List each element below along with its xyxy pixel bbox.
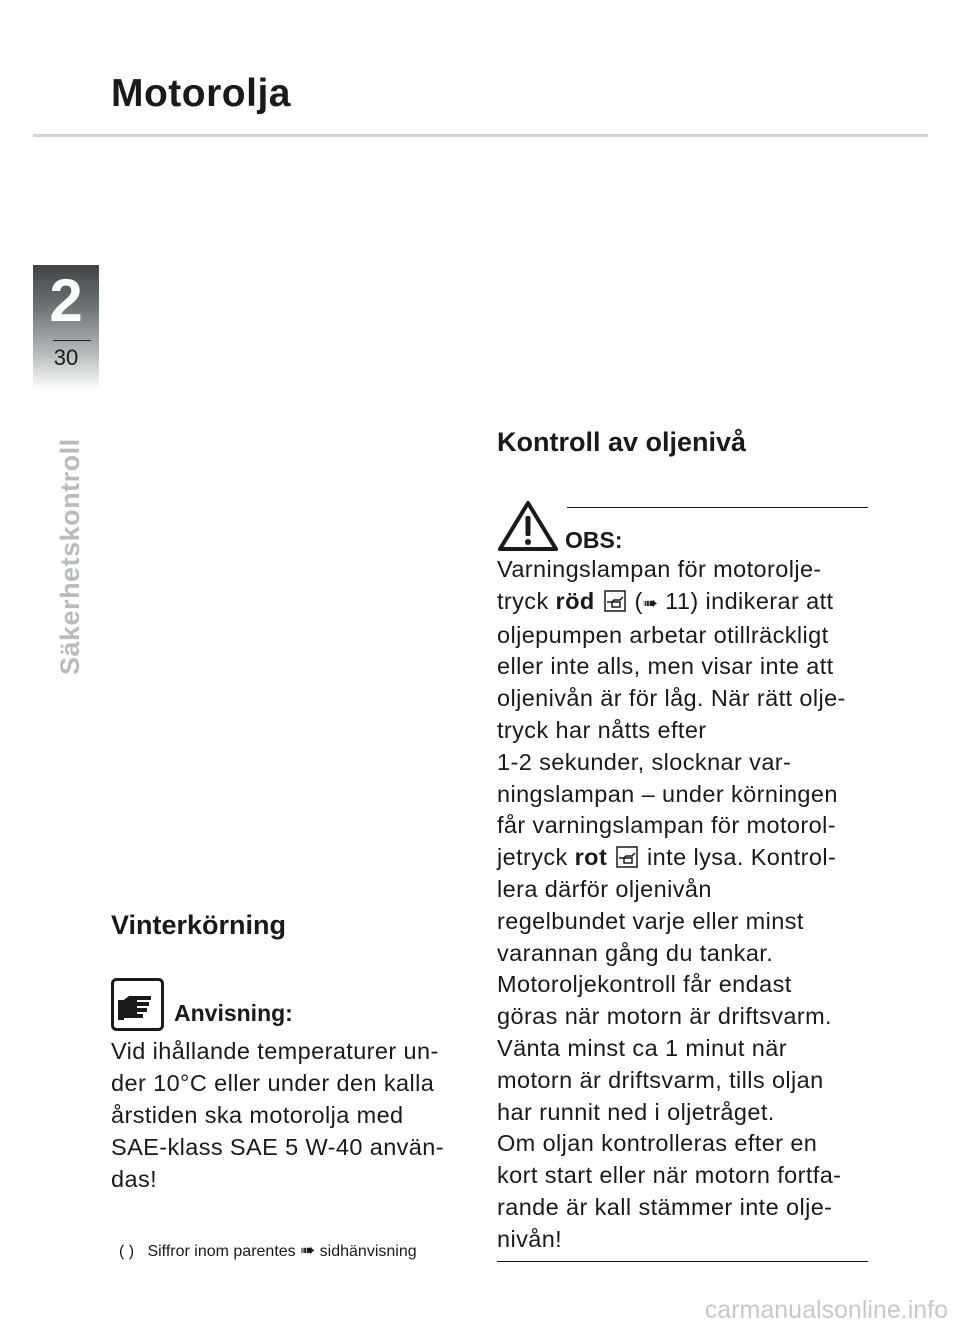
text-line: Varningslampan för motorolje- bbox=[497, 556, 822, 582]
text-fragment: inte lysa. Kontrol- bbox=[647, 844, 837, 871]
text-line: nivån! bbox=[497, 1225, 563, 1252]
text-line: har runnit ned i oljetråget. bbox=[497, 1098, 775, 1125]
page-ref-arrow-icon: ➠ bbox=[300, 1240, 316, 1260]
note-label: Anvisning: bbox=[174, 1000, 293, 1026]
page-title: Motorolja bbox=[111, 72, 291, 115]
section-label: Säkerhetskontroll bbox=[55, 438, 85, 675]
winter-text bbox=[111, 1035, 471, 1195]
text-line bbox=[497, 842, 869, 874]
text-line: oljenivån är för låg. När rätt olje- bbox=[497, 685, 846, 712]
text-line: tryck har nåtts efter bbox=[497, 716, 707, 743]
text-line: SAE-klass SAE 5 W-40 använ- bbox=[111, 1134, 444, 1160]
oil-check-text bbox=[497, 554, 869, 1256]
text-line: kort start eller när motorn fortfa- bbox=[497, 1162, 842, 1189]
text-line: rande är kall stämmer inte olje- bbox=[497, 1193, 833, 1220]
chapter-number: 2 bbox=[49, 267, 83, 334]
text-line: Motoroljekontroll får endast bbox=[497, 971, 792, 998]
text-line: lera därför oljenivån bbox=[497, 875, 712, 902]
text-line: varannan gång du tankar. bbox=[497, 939, 774, 966]
text-line: der 10°C eller under den kalla bbox=[111, 1070, 435, 1096]
text-line bbox=[497, 586, 869, 620]
text-line: oljepumpen arbetar otillräckligt bbox=[497, 621, 829, 648]
footnote-paren: ( ) bbox=[119, 1243, 135, 1260]
winter-heading: Vinterkörning bbox=[111, 910, 287, 940]
warning-rule-bottom bbox=[497, 1261, 868, 1262]
text-line: ningslampan – under körningen bbox=[497, 780, 838, 807]
oil-pressure-icon bbox=[604, 590, 626, 612]
text-line: 1-2 sekunder, slocknar var- bbox=[497, 748, 792, 775]
text-line: Om oljan kontrolleras efter en bbox=[497, 1130, 818, 1157]
oil-check-heading: Kontroll av oljenivå bbox=[497, 427, 747, 457]
watermark: carmanualsonline.info bbox=[704, 1296, 948, 1324]
text-line: göras när motorn är driftsvarm. bbox=[497, 1003, 832, 1030]
oil-warning bbox=[497, 500, 869, 1256]
text-line: Vid ihållande temperaturer un- bbox=[111, 1038, 439, 1064]
text-fragment: jetryck bbox=[497, 844, 568, 871]
note-hand-icon bbox=[111, 978, 164, 1031]
warning-label: OBS: bbox=[565, 527, 623, 553]
emphasis-red: röd bbox=[555, 587, 595, 614]
title-divider bbox=[33, 134, 928, 137]
text-line: regelbundet varje eller minst bbox=[497, 907, 804, 934]
emphasis-red: rot bbox=[574, 844, 608, 871]
chapter-divider bbox=[53, 340, 91, 341]
text-fragment: ( bbox=[634, 587, 643, 614]
text-line: får varningslampan för motorol- bbox=[497, 812, 836, 839]
page-reference: 11) indikerar att bbox=[665, 587, 834, 614]
text-line: das! bbox=[111, 1166, 158, 1192]
text-line: årstiden ska motorolja med bbox=[111, 1102, 404, 1128]
footnote bbox=[119, 1240, 417, 1261]
text-line: Vänta minst ca 1 minut när bbox=[497, 1034, 787, 1061]
footnote-text: Siffror inom parentes bbox=[147, 1243, 296, 1260]
text-fragment: tryck bbox=[497, 587, 549, 614]
text-line: motorn är driftsvarm, tills oljan bbox=[497, 1066, 824, 1093]
footnote-suffix: sidhänvisning bbox=[319, 1243, 417, 1260]
warning-triangle-icon bbox=[497, 500, 559, 552]
winter-note bbox=[111, 978, 471, 1195]
page-ref-arrow-icon: ➠ bbox=[642, 592, 659, 613]
text-line: eller inte alls, men visar inte att bbox=[497, 653, 834, 680]
chapter-tab bbox=[33, 265, 99, 390]
oil-pressure-icon bbox=[616, 846, 638, 868]
page-number: 30 bbox=[53, 345, 79, 370]
